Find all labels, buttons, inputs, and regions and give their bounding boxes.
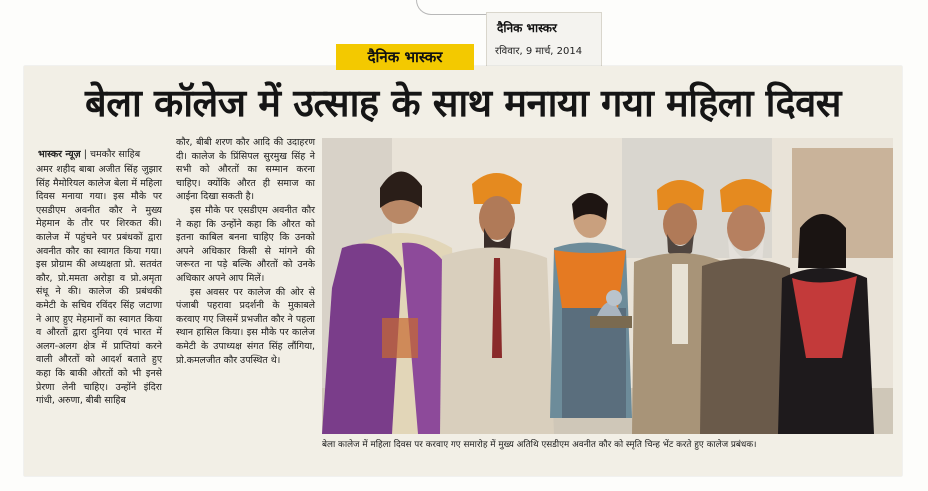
column-1-text: अमर शहीद बाबा अजीत सिंह जुझार सिंह मैमोरियल कालेज बेला में महिला दिवस मनाया गया। इस मौके पर एसडीएम अवनीत कौर ने मुख्य मेहमान के तौर पर शिरकत की। कालेज में पहुंचने पर प्रबंधकों द्वारा अवनीत कौर का स्वागत किया गया। इस प्रोग्राम की अध्यक्षता प्रो. सतवंत कौर, प्रो.ममता अरोड़ा व प्रो.अमृता संधू ने की। कालेज की प्रबंधकी कमेटी के सचिव रविंदर सिंह जटाणा ने आए हुए मेहमानों का स्वागत किया व औरतों द्वारा दुनिया एवं भारत में अलग-अलग क्षेत्र में प्राप्तियां करने वाली औरतों को आदर्श बताते हुए कहा कि बाकी औरतों को भी इनसे प्रेरणा लेनी चाहिए। उन्होंने इंदिरा गांधी, अरुणा, बीबी साहिब — [36, 164, 162, 407]
article-column-1 — [36, 163, 162, 408]
newspaper-logo — [336, 44, 474, 70]
byline — [38, 147, 140, 160]
byline-source: भास्कर न्यूज़ — [38, 149, 81, 160]
article-column-2 — [176, 136, 315, 367]
publication-date: रविवार, 9 मार्च, 2014 — [495, 46, 583, 57]
date-tag — [486, 12, 602, 68]
news-photo — [322, 138, 893, 434]
byline-place: चमकौर साहिब — [89, 149, 141, 160]
column-2-paragraph-1: कौर, बीबी शरण कौर आदि की उदाहरण दी। कालेज के प्रिंसिपल सुरमुख सिंह ने सभी को औरतों का सम्मान करना चाहिए। क्योंकि औरत ही समाज का आईना दिखा सकती है। — [176, 137, 315, 203]
date-tag-brand: दैनिक भास्कर — [497, 21, 557, 35]
news-photo-illustration — [322, 138, 893, 434]
headline: बेला कॉलेज में उत्साह के साथ मनाया गया महिला दिवस — [85, 81, 841, 125]
column-2-paragraph-3: इस अवसर पर कालेज की ओर से पंजाबी पहरावा प्रदर्शनी के मुकाबले करवाए गए जिसमें प्रभजीत कौर ने पहला स्थान हासिल किया। इस मौके पर कालेज कमेटी के उपाध्यक्ष संगत सिंह लौंगिया, प्रो.कमलजीत कौर उपस्थित थे। — [176, 286, 315, 366]
column-2-paragraph-2: इस मौके पर एसडीएम अवनीत कौर ने कहा कि उन्होंने कहा कि औरत को इतना काबिल बनना चाहिए कि उनको अपने अधिकार किसी से मांगने की जरूरत ना पड़े बल्कि औरतों को उनके अधिकार अपने आप मिलें। — [176, 204, 315, 284]
photo-caption: बेला कालेज में महिला दिवस पर करवाए गए समारोह में मुख्य अतिथि एसडीएम अवनीत कौर को स्मृति चिन्ह भेंट करते हुए कालेज प्रबंधक। — [322, 440, 757, 450]
newspaper-logo-text: दैनिक भास्कर — [367, 48, 443, 66]
byline-separator: | — [83, 149, 90, 160]
